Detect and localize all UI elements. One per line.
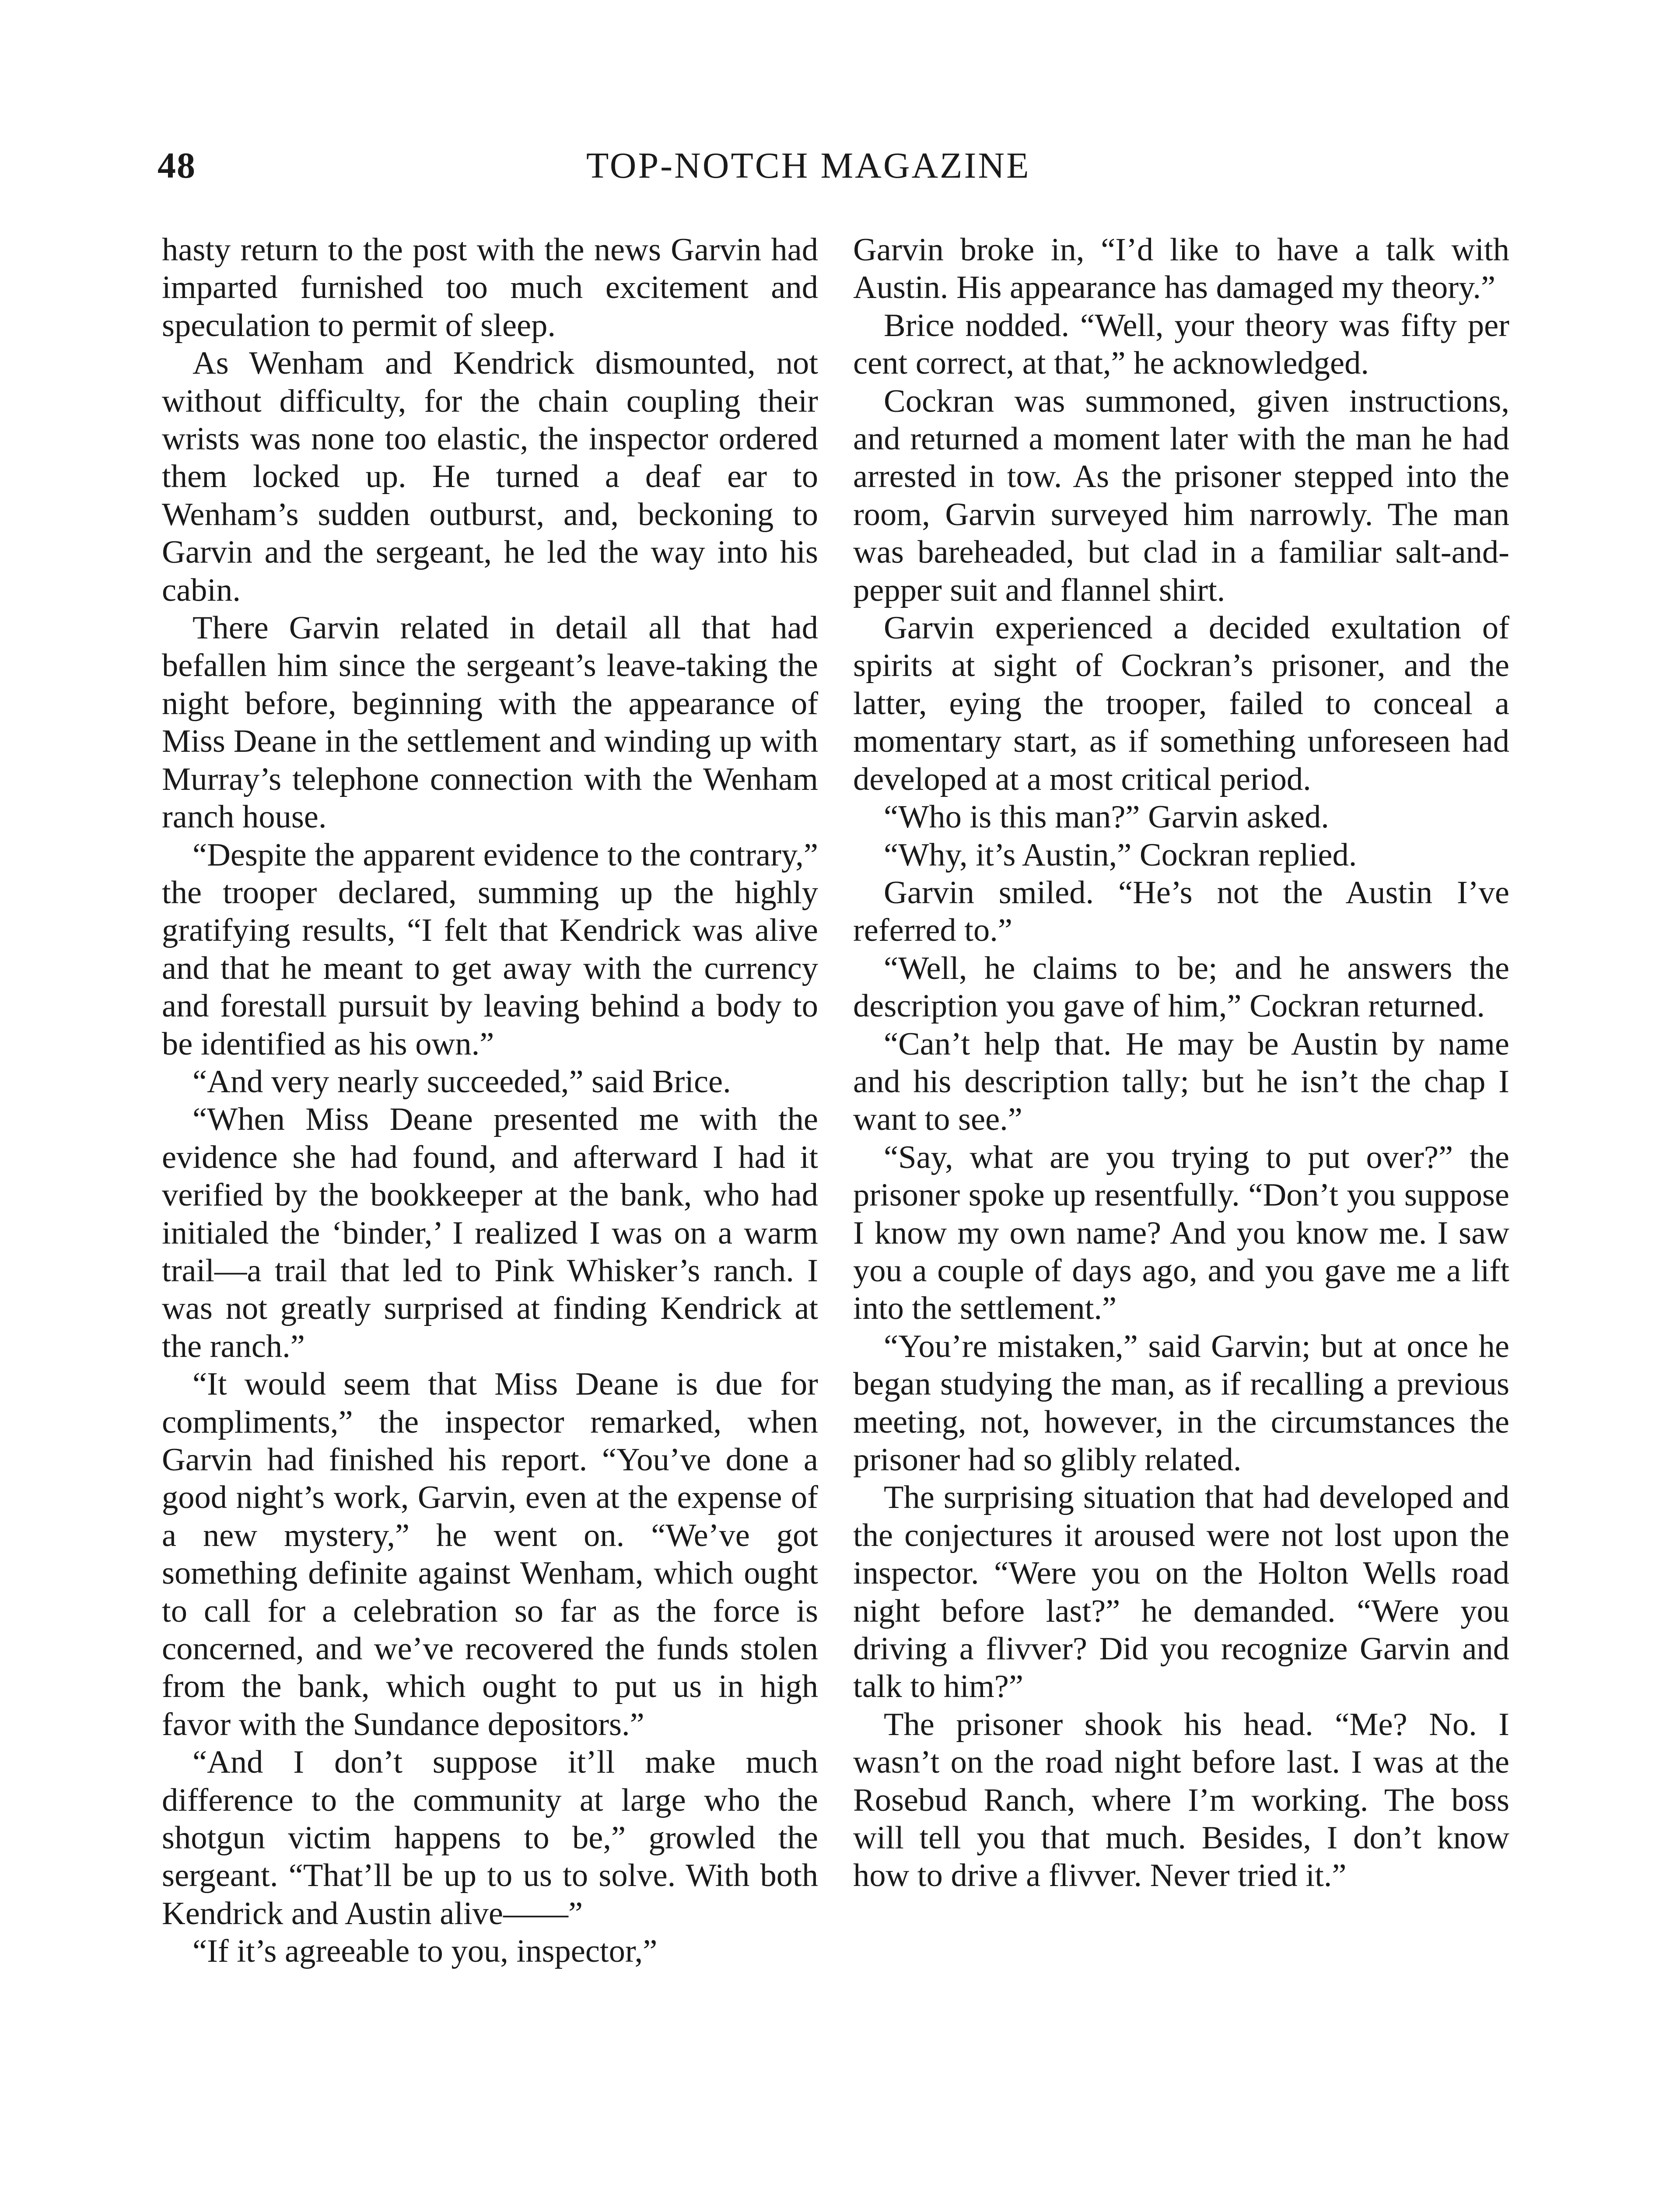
paragraph: “Say, what are you trying to put over?” the prisoner spoke up resentfully. “Don’t you suppose I know my own name? And you know me. I saw you a couple of days ago, and you gave me a lift into the settlement.” xyxy=(853,1139,1509,1327)
left-column xyxy=(162,231,818,1971)
paragraph: “Well, he claims to be; and he answers the description you gave of him,” Cockran returned. xyxy=(853,950,1509,1024)
paragraph: Cockran was summoned, given instructions, and returned a moment later with the man he had arrested in tow. As the prisoner stepped into the room, Garvin surveyed him narrowly. The man was bareheaded, but clad in a familiar salt-and-pepper suit and flannel shirt. xyxy=(853,383,1509,608)
paragraph: “You’re mistaken,” said Garvin; but at once he began studying the man, as if recalling a previous meeting, not, however, in the circumstances the prisoner had so glibly related. xyxy=(853,1328,1509,1478)
paragraph: “And I don’t suppose it’ll make much difference to the community at large who the shotgun victim happens to be,” growled the sergeant. “That’ll be up to us to solve. With both Kendrick and Austin alive——” xyxy=(162,1744,818,1932)
paragraph: Brice nodded. “Well, your theory was fifty per cent correct, at that,” he acknowledged. xyxy=(853,307,1509,382)
paragraph: Garvin broke in, “I’d like to have a talk with Austin. His appearance has damaged my theory.” xyxy=(853,232,1509,306)
paragraph: “Why, it’s Austin,” Cockran replied. xyxy=(884,837,1357,873)
running-head: TOP-NOTCH MAGAZINE xyxy=(586,145,1031,186)
paragraph: “When Miss Deane presented me with the evidence she had found, and afterward I had it verified by the bookkeeper at the bank, who had initialed the ‘binder,’ I realized I was on a warm trail—a trail that led to Pink Whisker’s ranch. I was not greatly surprised at finding Kendrick at the ranch.” xyxy=(162,1101,818,1364)
paragraph: Garvin experienced a decided exultation of spirits at sight of Cockran’s prisoner, and the latter, eying the trooper, failed to conceal a momentary start, as if something unforeseen had developed at a most critical period. xyxy=(853,610,1509,797)
paragraph: “If it’s agreeable to you, inspector,” xyxy=(192,1933,658,1970)
paragraph: “It would seem that Miss Deane is due for compliments,” the inspector remarked, when Garvin had finished his report. “You’ve done a good night’s work, Garvin, even at the expense of a new mystery,” he went on. “We’ve got something definite against Wenham, which ought to call for a celebration so far as the force is concerned, and we’ve recovered the funds stolen from the bank, which ought to put us in high favor with the Sundance depositors.” xyxy=(162,1366,818,1743)
paragraph: “Can’t help that. He may be Austin by name and his description tally; but he isn’t the chap I want to see.” xyxy=(853,1026,1509,1138)
paragraph: “Who is this man?” Garvin asked. xyxy=(884,799,1329,835)
paragraph: “And very nearly succeeded,” said Brice. xyxy=(192,1063,731,1100)
page-number: 48 xyxy=(158,145,196,186)
paragraph: As Wenham and Kendrick dismounted, not without difficulty, for the chain coupling their wrists was none too elastic, the inspector ordered them locked up. He turned a deaf ear to Wenham’s sudden outburst, and, beckoning to Garvin and the sergeant, he led the way into his cabin. xyxy=(162,345,818,608)
paragraph: “Despite the apparent evidence to the contrary,” the trooper declared, summing up the highly gratifying results, “I felt that Kendrick was alive and that he meant to get away with the currency and forestall pursuit by leaving behind a body to be identified as his own.” xyxy=(162,837,818,1062)
paragraph: hasty return to the post with the news Garvin had imparted furnished too much excitement and speculation to permit of sleep. xyxy=(162,232,818,344)
right-column xyxy=(853,231,1509,1895)
paragraph: The surprising situation that had developed and the conjectures it aroused were not lost upon the inspector. “Were you on the Holton Wells road night before last?” he demanded. “Were you driving a flivver? Did you recognize Garvin and talk to him?” xyxy=(853,1480,1509,1705)
paragraph: Garvin smiled. “He’s not the Austin I’ve referred to.” xyxy=(853,874,1509,949)
paragraph: The prisoner shook his head. “Me? No. I wasn’t on the road night before last. I was at the Rosebud Ranch, where I’m working. The boss will tell you that much. Besides, I don’t know how to drive a flivver. Never tried it.” xyxy=(853,1706,1509,1894)
paragraph: There Garvin related in detail all that had befallen him since the sergeant’s leave-taking the night before, beginning with the appearance of Miss Deane in the settlement and winding up with Murray’s telephone connection with the Wenham ranch house. xyxy=(162,610,818,835)
